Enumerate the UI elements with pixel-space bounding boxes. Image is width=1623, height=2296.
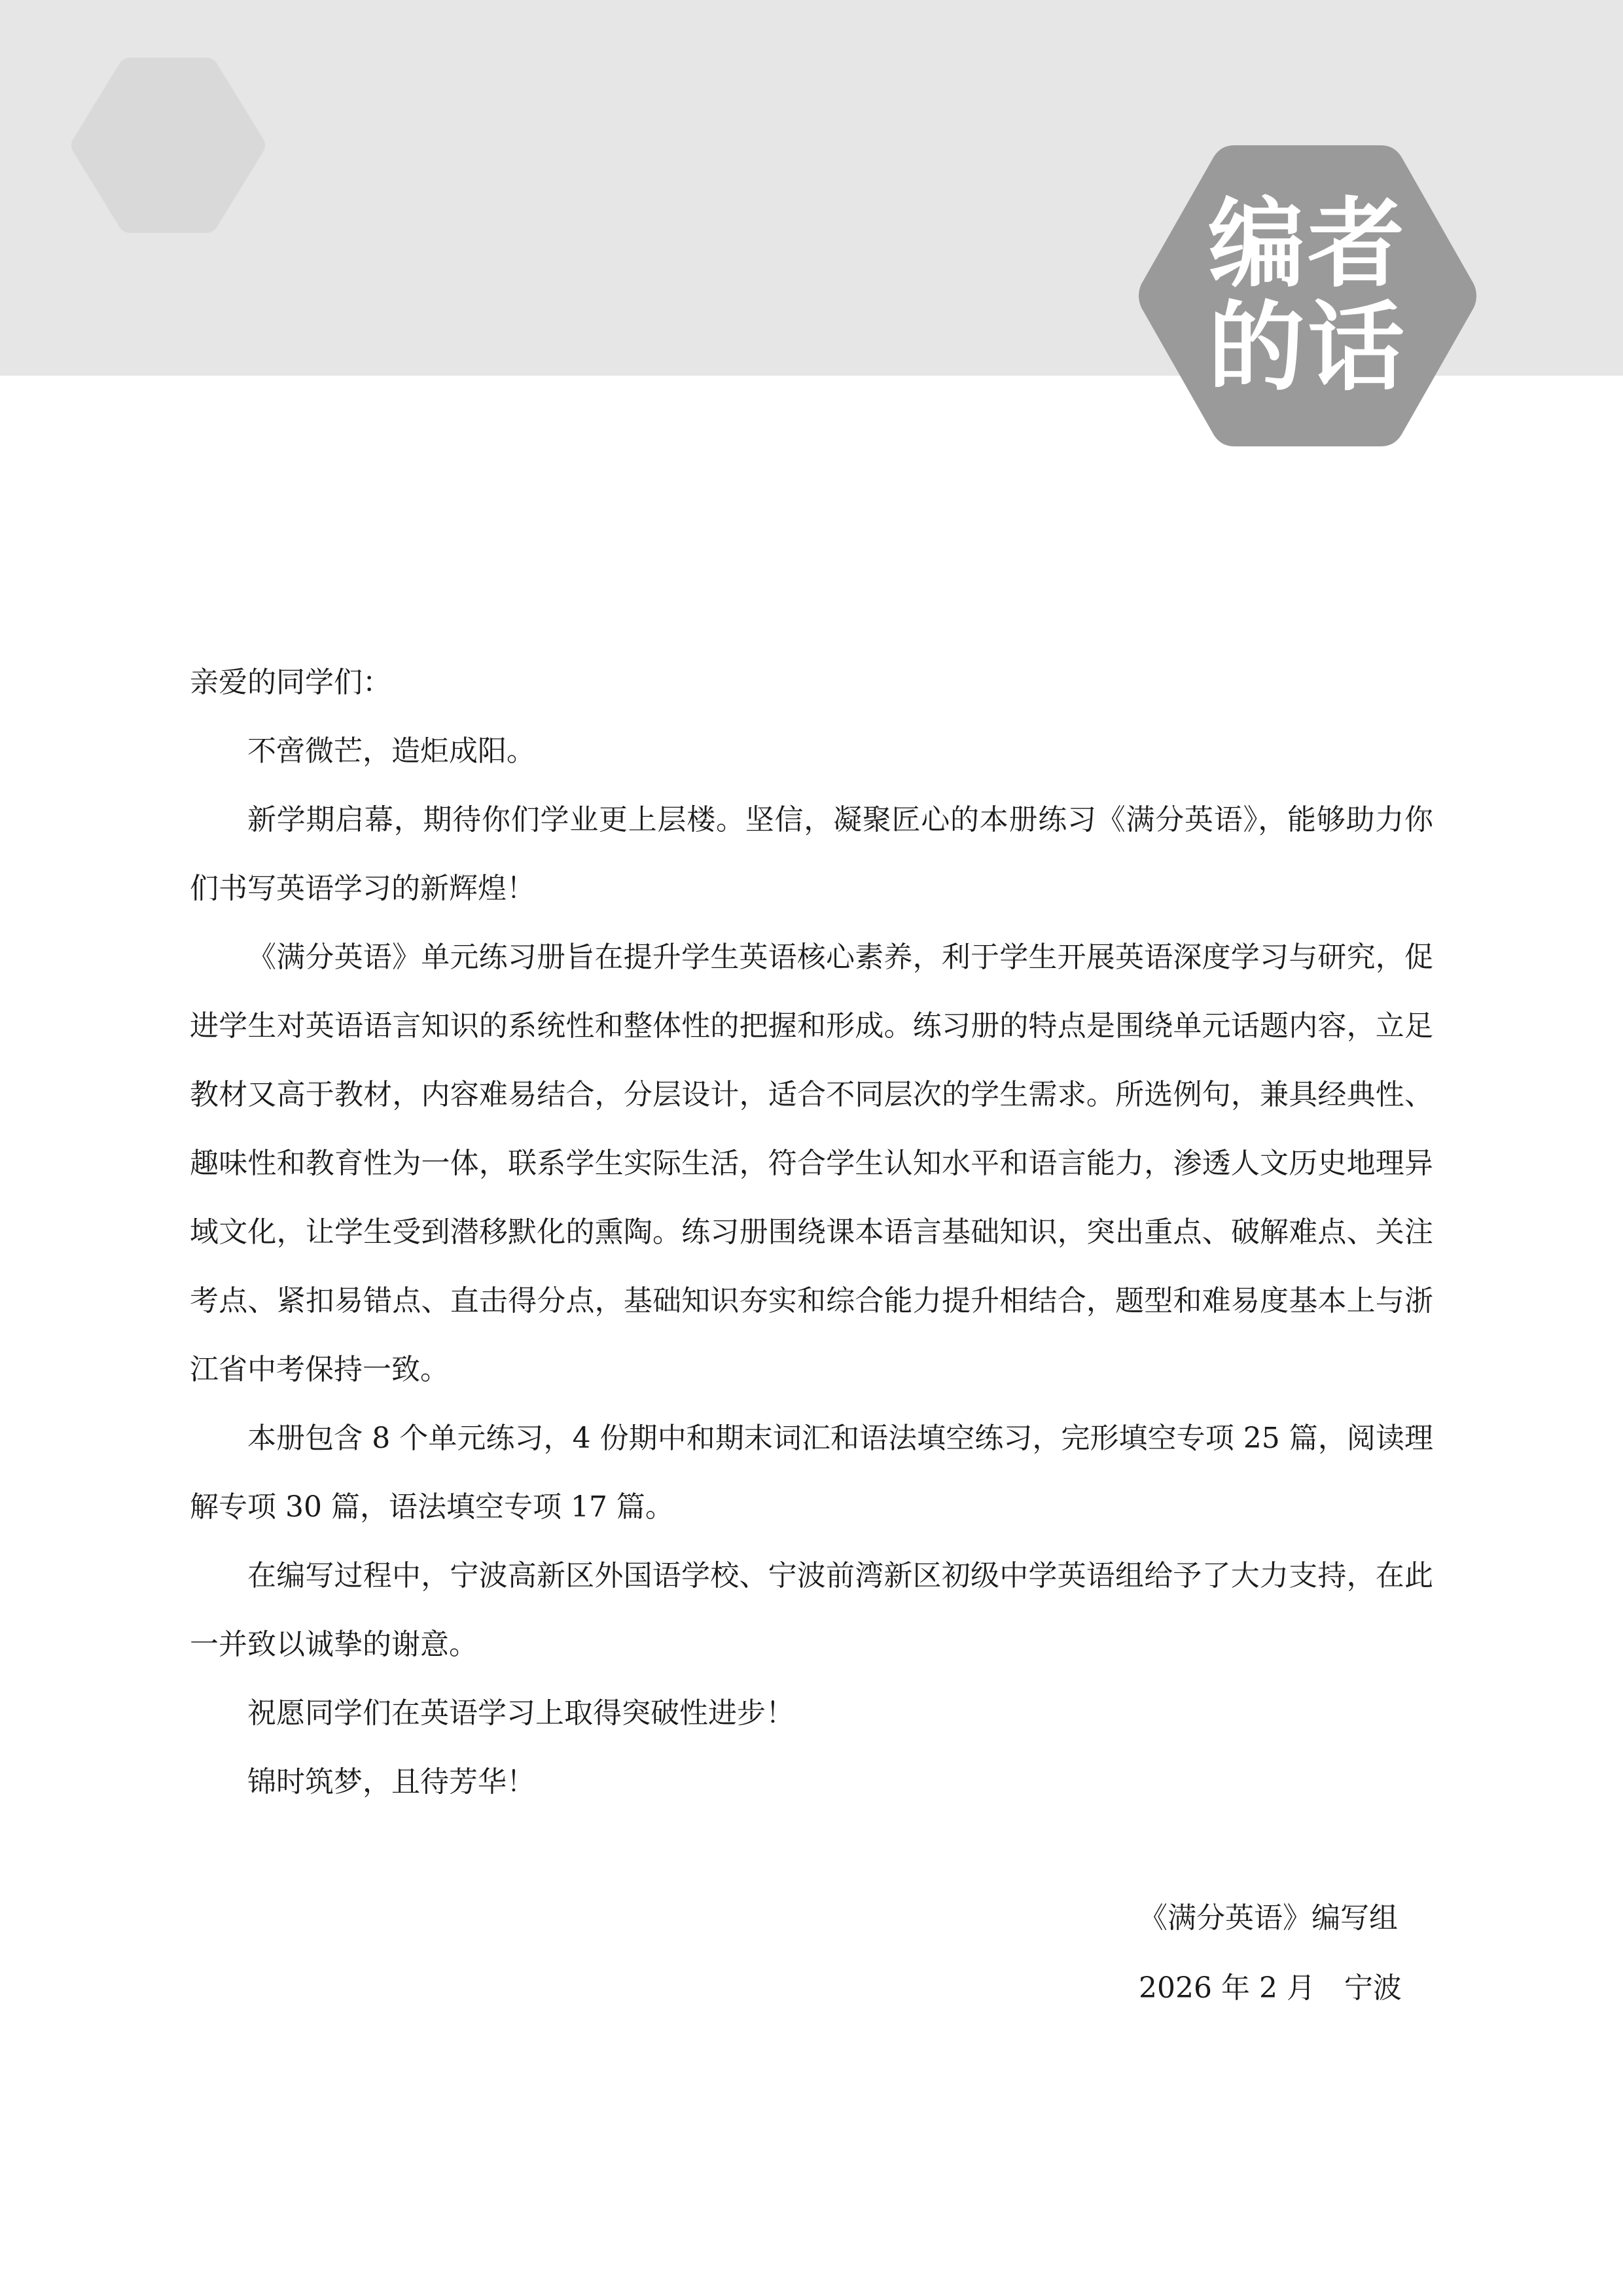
page-title-line-2: 的话 [1208, 291, 1407, 404]
paragraph: 锦时筑梦，且待芳华！ [247, 1765, 535, 1799]
paragraph: 本册包含 8 个单元练习，4 份期中和期末词汇和语法填空练习，完形填空专项 25 篇，阅读理解专项 30 篇，语法填空专项 17 篇。 [190, 1422, 1433, 1524]
signature-organization: 《满分英语》编写组 [1139, 1901, 1398, 1935]
paragraph: 在编写过程中，宁波高新区外国语学校、宁波前湾新区初级中学英语组给予了大力支持，在此一并致以诚挚的谢意。 [190, 1559, 1433, 1661]
hexagon-decoration-icon [69, 58, 267, 233]
page-title [1136, 145, 1479, 446]
paragraph: 祝愿同学们在英语学习上取得突破性进步！ [247, 1696, 794, 1730]
paragraph: 《满分英语》单元练习册旨在提升学生英语核心素养，利于学生开展英语深度学习与研究，促进学生对英语语言知识的系统性和整体性的把握和形成。练习册的特点是围绕单元话题内容，立足教材又高于教材，内容难易结合，分层设计，适合不同层次的学生需求。所选例句，兼具经典性、趣味性和教育性为一体，联系学生实际生活，符合学生认知水平和语言能力，渗透人文历史地理异域文化，让学生受到潜移默化的熏陶。练习册围绕课本语言基础知识，突出重点、破解难点、关注考点、紧扣易错点、直击得分点，基础知识夯实和综合能力提升相结合，题型和难易度基本上与浙江省中考保持一致。 [190, 941, 1433, 1386]
paragraph: 新学期启幕，期待你们学业更上层楼。坚信，凝聚匠心的本册练习《满分英语》，能够助力你们书写英语学习的新辉煌！ [190, 803, 1433, 905]
signature-date: 2026 年 2 月 宁波 [1139, 1971, 1402, 2005]
salutation: 亲爱的同学们： [190, 666, 391, 699]
paragraph: 不啻微芒，造炬成阳。 [247, 734, 535, 768]
page-title-line-1: 编者 [1208, 188, 1407, 300]
letter-body [190, 648, 1433, 1816]
